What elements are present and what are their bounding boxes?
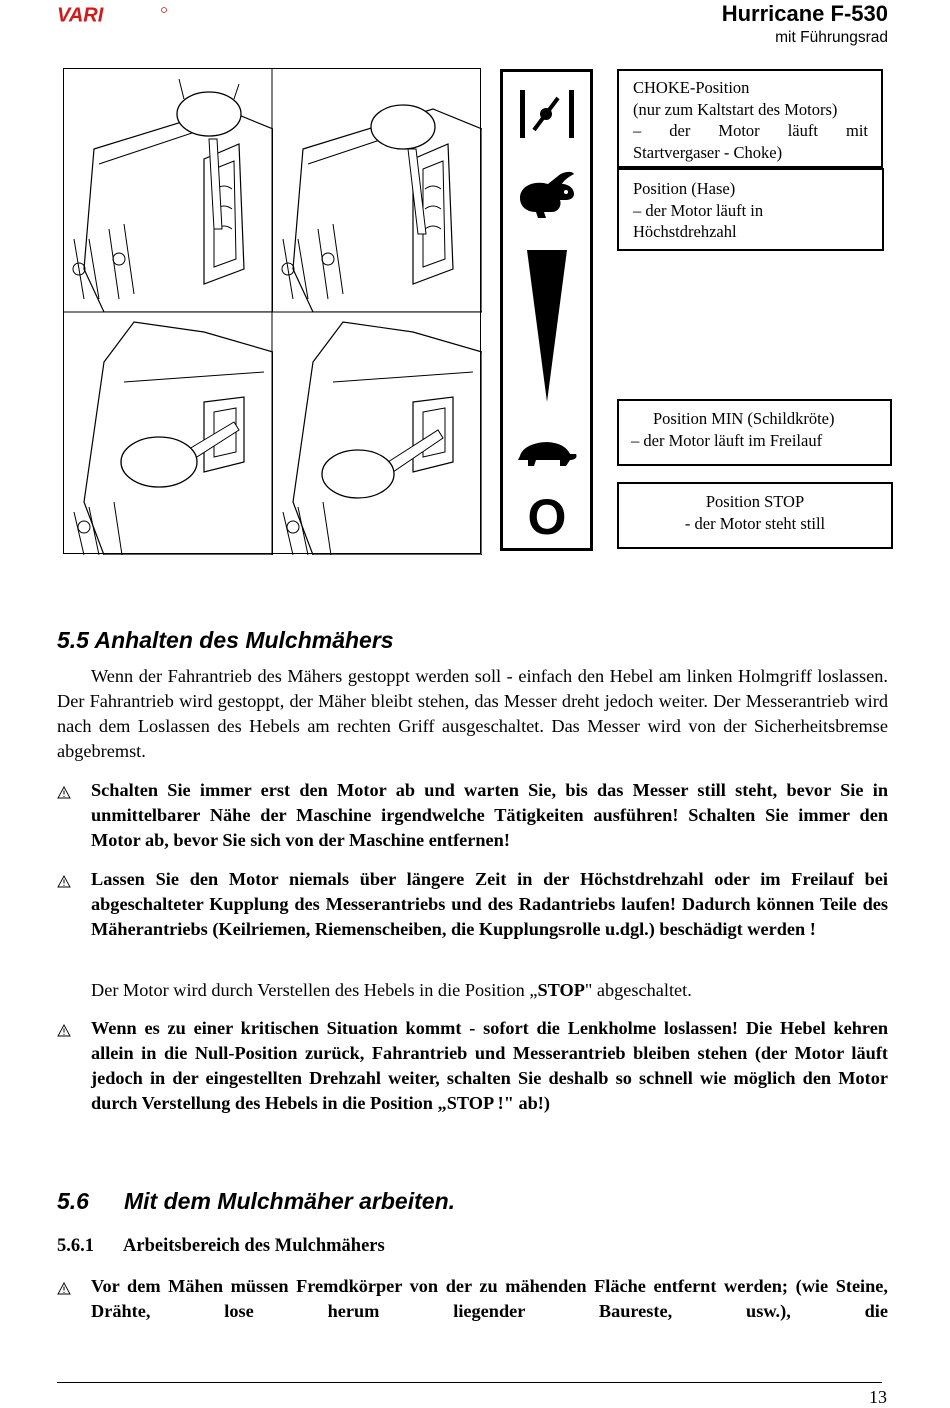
warning-triangle-icon bbox=[57, 1019, 71, 1044]
choke-icon bbox=[503, 86, 590, 142]
label-min-line-1: Position MIN (Schildkröte) bbox=[653, 409, 835, 428]
warning-block-2 bbox=[57, 867, 888, 942]
warning-text-4: Vor dem Mähen müssen Fremdkörper von der zu mähenden Fläche entfernt werden; (wie Steine, Drähte, lose herum liegender Baureste, usw.), die bbox=[91, 1276, 888, 1321]
heading-5-5: 5.5 Anhalten des Mulchmähers bbox=[57, 627, 394, 653]
document-title: Hurricane F-530 bbox=[721, 1, 888, 26]
vari-logo bbox=[57, 6, 169, 29]
label-stop-line-1: Position STOP bbox=[705, 492, 805, 511]
page-number: 13 bbox=[869, 1387, 887, 1407]
heading-5-6-1-text: Arbeitsbereich des Mulchmähers bbox=[123, 1236, 385, 1256]
stop-o-glyph: O bbox=[527, 490, 566, 538]
heading-5-6-1-number: 5.6.1 bbox=[57, 1236, 94, 1256]
turtle-icon bbox=[503, 432, 590, 468]
label-choke-line-3: – der Motor läuft mit bbox=[633, 121, 868, 140]
heading-5-6-1 bbox=[57, 1236, 385, 1257]
warning-text-3: Wenn es zu einer kritischen Situation kommt - sofort die Lenkholme loslassen! Die Hebel kehren allein in die Null-Position zurück, Fahrantrieb und Messerantrieb bleiben stehen (der Motor läuft jedoch in der eingestellten Drehzahl weiter, schalten Sie deshalb so schnell wie möglich den Motor durch Verstellung des Hebels in die Position „STOP !" ab!) bbox=[91, 1018, 888, 1113]
rabbit-icon bbox=[503, 168, 590, 220]
label-choke-line-1: CHOKE-Position bbox=[633, 78, 750, 97]
throttle-illustration-grid bbox=[63, 68, 481, 554]
heading-5-6 bbox=[57, 1188, 455, 1215]
label-hase-line-3: Höchstdrehzahl bbox=[633, 222, 737, 241]
warning-block-3 bbox=[57, 1016, 888, 1116]
label-min-position bbox=[617, 399, 892, 466]
stop-instruction-line bbox=[91, 978, 692, 1003]
throttle-symbol-strip bbox=[500, 69, 593, 551]
label-hase-line-2: – der Motor läuft in bbox=[633, 200, 764, 220]
stop-line-bold: STOP bbox=[537, 980, 585, 1000]
label-stop-line-2: - der Motor steht still bbox=[684, 513, 826, 533]
heading-5-6-number: 5.6 bbox=[57, 1188, 89, 1214]
vari-logo-text: VARI bbox=[57, 6, 104, 24]
warning-text-2: Lassen Sie den Motor niemals über längere Zeit in der Höchstdrehzahl oder im Freilauf bei abgeschalteter Kupplung des Messerantriebs und des Radantriebs laufen! Dadurch können Teile des Mäherantriebs (Keilriemen, Riemenscheiben, die Kupplungsrolle u.dgl.) beschädigt werden ! bbox=[91, 869, 888, 939]
warning-triangle-icon bbox=[57, 1277, 71, 1302]
label-hase-line-1: Position (Hase) bbox=[633, 179, 736, 198]
panel-hase-illustration bbox=[273, 69, 482, 312]
warning-triangle-icon bbox=[57, 870, 71, 895]
speed-wedge-icon bbox=[503, 250, 590, 402]
label-choke-position bbox=[617, 69, 883, 168]
document-subtitle: mit Führungsrad bbox=[775, 29, 888, 46]
stop-o-icon bbox=[503, 490, 590, 538]
label-choke-line-4: Startvergaser - Choke) bbox=[633, 142, 783, 162]
panel-stop-illustration bbox=[273, 312, 482, 555]
label-stop-position bbox=[617, 482, 893, 549]
heading-5-6-text: Mit dem Mulchmäher arbeiten. bbox=[124, 1188, 456, 1214]
warning-block-4 bbox=[57, 1274, 888, 1324]
label-hase-position bbox=[617, 168, 884, 251]
stop-line-post: " abgeschaltet. bbox=[584, 980, 692, 1000]
footer-rule bbox=[57, 1382, 882, 1383]
warning-triangle-icon bbox=[57, 781, 71, 806]
label-min-line-2: – der Motor läuft im Freilauf bbox=[631, 430, 823, 450]
stop-line-pre: Der Motor wird durch Verstellen des Hebels in die Position „ bbox=[91, 980, 538, 1000]
warning-text-1: Schalten Sie immer erst den Motor ab und warten Sie, bis das Messer still steht, bevor Sie in unmittelbarer Nähe der Maschine irgendwelche Tätigkeiten ausführen! Schalten Sie immer den Motor ab, bevor Sie sich von der Maschine entfernen! bbox=[91, 780, 888, 850]
panel-choke-illustration bbox=[64, 69, 273, 312]
warning-block-1 bbox=[57, 778, 888, 853]
paragraph-5-5-intro: Wenn der Fahrantrieb des Mähers gestoppt werden soll - einfach den Hebel am linken Holmgriff loslassen. Der Fahrantrieb wird gestoppt, der Mäher bleibt stehen, das Messer dreht jedoch weiter. Der Messerantrieb wird nach dem Loslassen des Hebels am rechten Griff ausgeschaltet. Das Messer wird von der Sicherheitsbremse abgebremst. bbox=[57, 666, 888, 761]
panel-min-illustration bbox=[64, 312, 273, 555]
label-choke-line-2: (nur zum Kaltstart des Motors) bbox=[633, 99, 838, 119]
